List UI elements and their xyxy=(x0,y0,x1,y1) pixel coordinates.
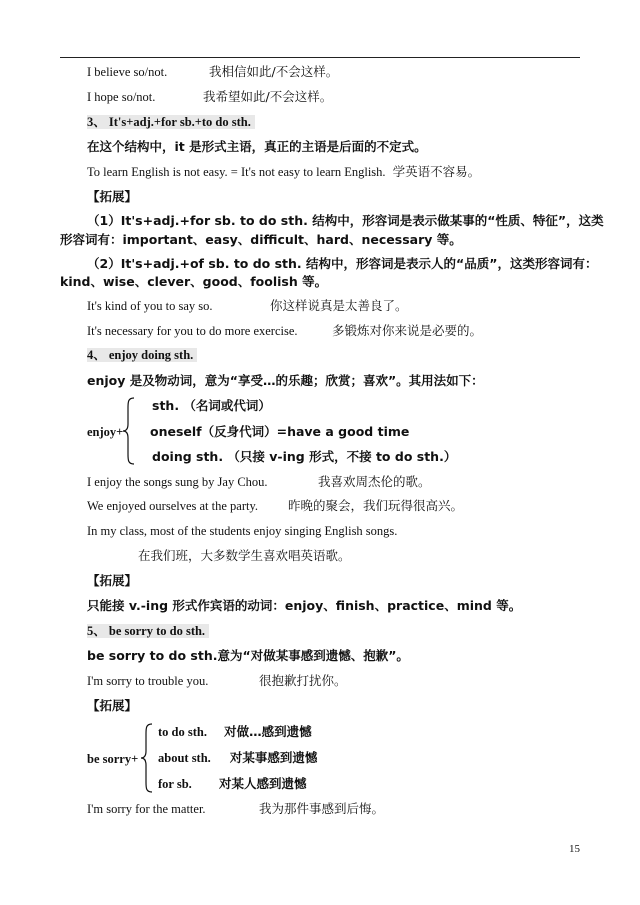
enjoy-option-1: sth. （名词或代词） xyxy=(152,398,271,413)
example-party xyxy=(87,498,464,514)
example-zh: 你这样说真是太善良了。 xyxy=(270,298,408,313)
example-en: I'm sorry for the matter. xyxy=(87,802,206,816)
section-4-title: 4、 enjoy doing sth. xyxy=(87,347,197,363)
enjoy-option-2: oneself（反身代词）=have a good time xyxy=(150,424,410,439)
example-hope xyxy=(87,89,333,105)
example-zh: 我为那件事感到后悔。 xyxy=(259,801,385,816)
example-matter xyxy=(87,801,385,817)
sorry-lead: be sorry+ xyxy=(87,752,139,766)
example-zh: 多锻炼对你来说是必要的。 xyxy=(332,323,483,338)
extension-heading: 【拓展】 xyxy=(87,698,138,713)
section-3-desc: 在这个结构中，it 是形式主语，真正的主语是后面的不定式。 xyxy=(87,139,427,154)
example-zh: 昨晚的聚会，我们玩得很高兴。 xyxy=(288,498,464,513)
example-learn xyxy=(87,164,480,180)
example-zh: 我相信如此/不会这样。 xyxy=(209,64,339,79)
extension-point-2-cont: kind、wise、clever、good、foolish 等。 xyxy=(60,274,328,289)
example-kind xyxy=(87,298,408,314)
page-number: 15 xyxy=(569,843,580,855)
sorry-option-2: about sth. 对某事感到遗憾 xyxy=(158,750,318,765)
example-believe xyxy=(87,64,339,80)
extension-point-1-cont: 形容词有：important、easy、difficult、hard、necessary 等。 xyxy=(60,232,462,247)
example-zh: 我希望如此/不会这样。 xyxy=(203,89,333,104)
section-5-title: 5、 be sorry to do sth. xyxy=(87,623,209,639)
example-zh: 很抱歉打扰你。 xyxy=(259,673,347,688)
example-en: It's necessary for you to do more exercise. xyxy=(87,324,298,338)
example-en: To learn English is not easy. = It's not easy to learn English. xyxy=(87,165,386,179)
example-zh: 我喜欢周杰伦的歌。 xyxy=(318,474,431,489)
enjoy-brace-icon xyxy=(122,396,136,466)
sorry-option-3: for sb. 对某人感到遗憾 xyxy=(158,776,307,791)
example-zh: 学英语不容易。 xyxy=(392,164,481,179)
header-rule xyxy=(60,57,580,58)
example-necessary xyxy=(87,323,483,339)
example-jay xyxy=(87,474,431,490)
section-3-title: 3、 It's+adj.+for sb.+to do sth. xyxy=(87,114,255,130)
enjoy-lead: enjoy+ xyxy=(87,425,124,439)
section-5-desc: be sorry to do sth.意为“对做某事感到遗憾、抱歉”。 xyxy=(87,648,409,663)
enjoy-option-3: doing sth. （只接 v-ing 形式，不接 to do sth.） xyxy=(152,449,457,464)
extension-heading: 【拓展】 xyxy=(87,189,138,204)
example-en: We enjoyed ourselves at the party. xyxy=(87,499,259,513)
extension-point-1: （1）It's+adj.+for sb. to do sth. 结构中，形容词是表示做某事的“性质、特征”，这类 xyxy=(87,213,604,228)
extension-point-2: （2）It's+adj.+of sb. to do sth. 结构中，形容词是表示人的“品质”，这类形容词有： xyxy=(87,256,598,271)
sorry-brace-icon xyxy=(140,722,154,794)
section-4-desc: enjoy 是及物动词，意为“享受…的乐趣；欣赏；喜欢”。其用法如下： xyxy=(87,373,484,388)
extension-heading: 【拓展】 xyxy=(87,573,138,588)
example-class-zh: 在我们班，大多数学生喜欢唱英语歌。 xyxy=(138,548,351,563)
example-class-en: In my class, most of the students enjoy singing English songs. xyxy=(87,524,398,538)
example-en: I hope so/not. xyxy=(87,90,156,104)
extension-desc: 只能接 v.-ing 形式作宾语的动词：enjoy、finish、practice、mind 等。 xyxy=(87,598,522,613)
example-en: I enjoy the songs sung by Jay Chou. xyxy=(87,475,268,489)
example-trouble xyxy=(87,673,347,689)
example-en: It's kind of you to say so. xyxy=(87,299,213,313)
example-en: I believe so/not. xyxy=(87,65,168,79)
example-en: I'm sorry to trouble you. xyxy=(87,674,209,688)
sorry-option-1: to do sth. 对做…感到遗憾 xyxy=(158,724,312,739)
